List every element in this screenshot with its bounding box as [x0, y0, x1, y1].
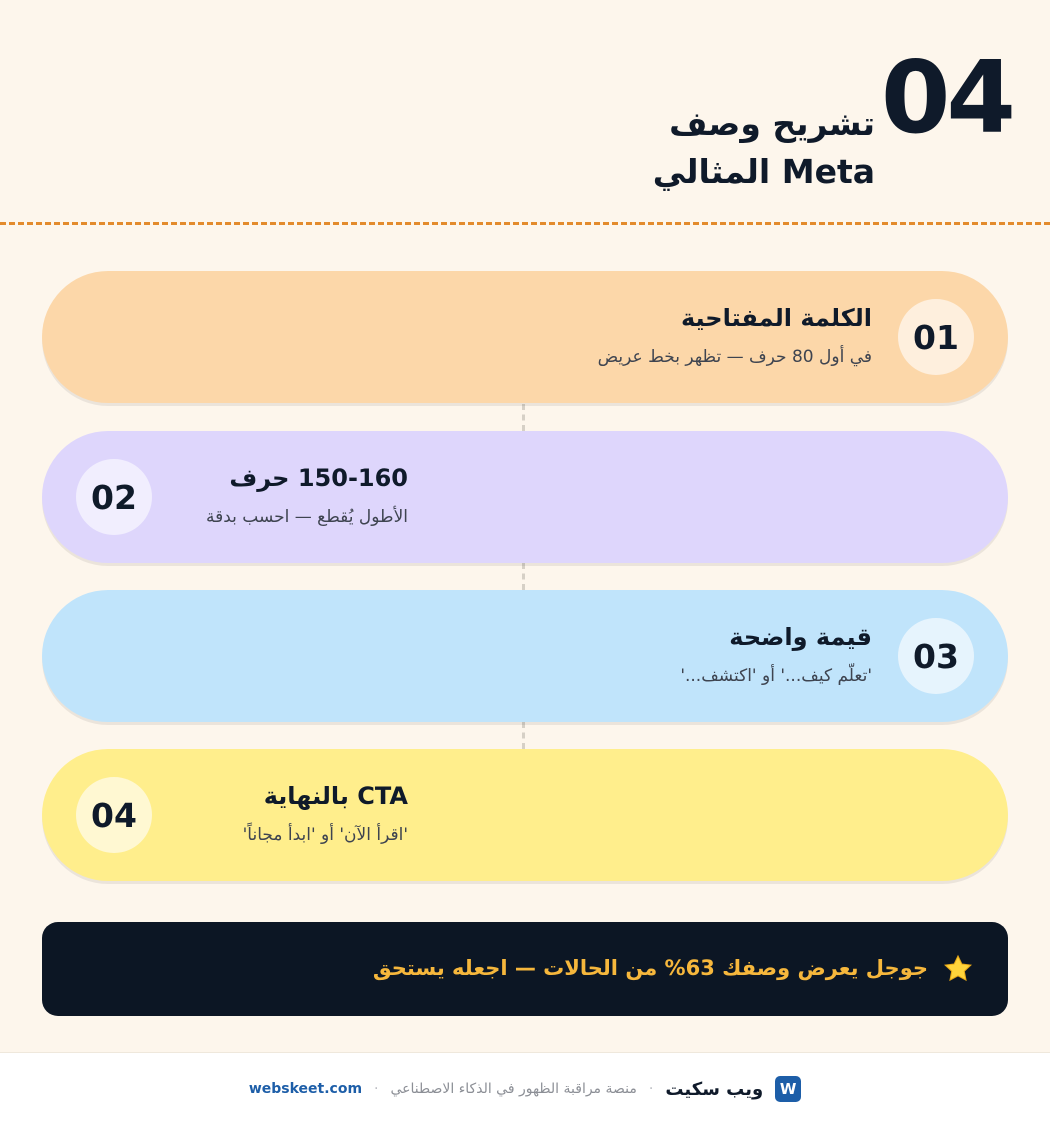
- step-card-1: [42, 271, 1008, 403]
- step-title: قيمة واضحة: [729, 623, 872, 651]
- step-card-4: [42, 749, 1008, 881]
- step-number-badge: 04: [76, 777, 152, 853]
- step-subtitle: 'تعلّم كيف...' أو 'اكتشف...': [680, 666, 872, 686]
- step-card-3: [42, 590, 1008, 722]
- tagline: منصة مراقبة الظهور في الذكاء الاصطناعي: [390, 1081, 637, 1097]
- connector-line: [522, 722, 525, 749]
- step-text: [680, 620, 872, 688]
- step-text: [206, 461, 408, 529]
- step-title: CTA بالنهاية: [263, 782, 408, 810]
- step-number-badge: 02: [76, 459, 152, 535]
- step-subtitle: في أول 80 حرف — تظهر بخط عريض: [597, 347, 872, 367]
- dashed-divider: [0, 222, 1050, 225]
- connector-line: [522, 563, 525, 590]
- logo-icon: W: [775, 1076, 801, 1102]
- connector-line: [522, 404, 525, 431]
- step-card-2: [42, 431, 1008, 563]
- star-icon: [940, 951, 976, 987]
- step-text: [598, 301, 872, 369]
- footer: [0, 1052, 1050, 1125]
- step-title: الكلمة المفتاحية: [680, 304, 872, 332]
- step-subtitle: 'اقرأ الآن' أو 'ابدأ مجاناً': [242, 825, 408, 845]
- step-subtitle: الأطول يُقطع — احسب بدقة: [205, 507, 408, 527]
- page-title-line2: Meta المثالي: [652, 152, 875, 191]
- step-text: [243, 779, 408, 847]
- page-title-line1: تشريح وصف: [669, 104, 875, 143]
- step-number-badge: 01: [898, 299, 974, 375]
- section-number: 04: [880, 39, 1012, 156]
- tip-banner: [42, 922, 1008, 1016]
- step-number-badge: 03: [898, 618, 974, 694]
- separator-dot: ·: [374, 1081, 379, 1097]
- step-title: 150-160 حرف: [229, 464, 408, 492]
- separator-dot: ·: [648, 1081, 654, 1097]
- website-link[interactable]: webskeet.com: [248, 1081, 363, 1097]
- tip-text: جوجل يعرض وصفك 63% من الحالات — اجعله يستحق: [372, 956, 928, 980]
- page-title: [653, 100, 875, 196]
- header: [0, 0, 1050, 224]
- brand-name: ويب سكيت: [665, 1078, 764, 1100]
